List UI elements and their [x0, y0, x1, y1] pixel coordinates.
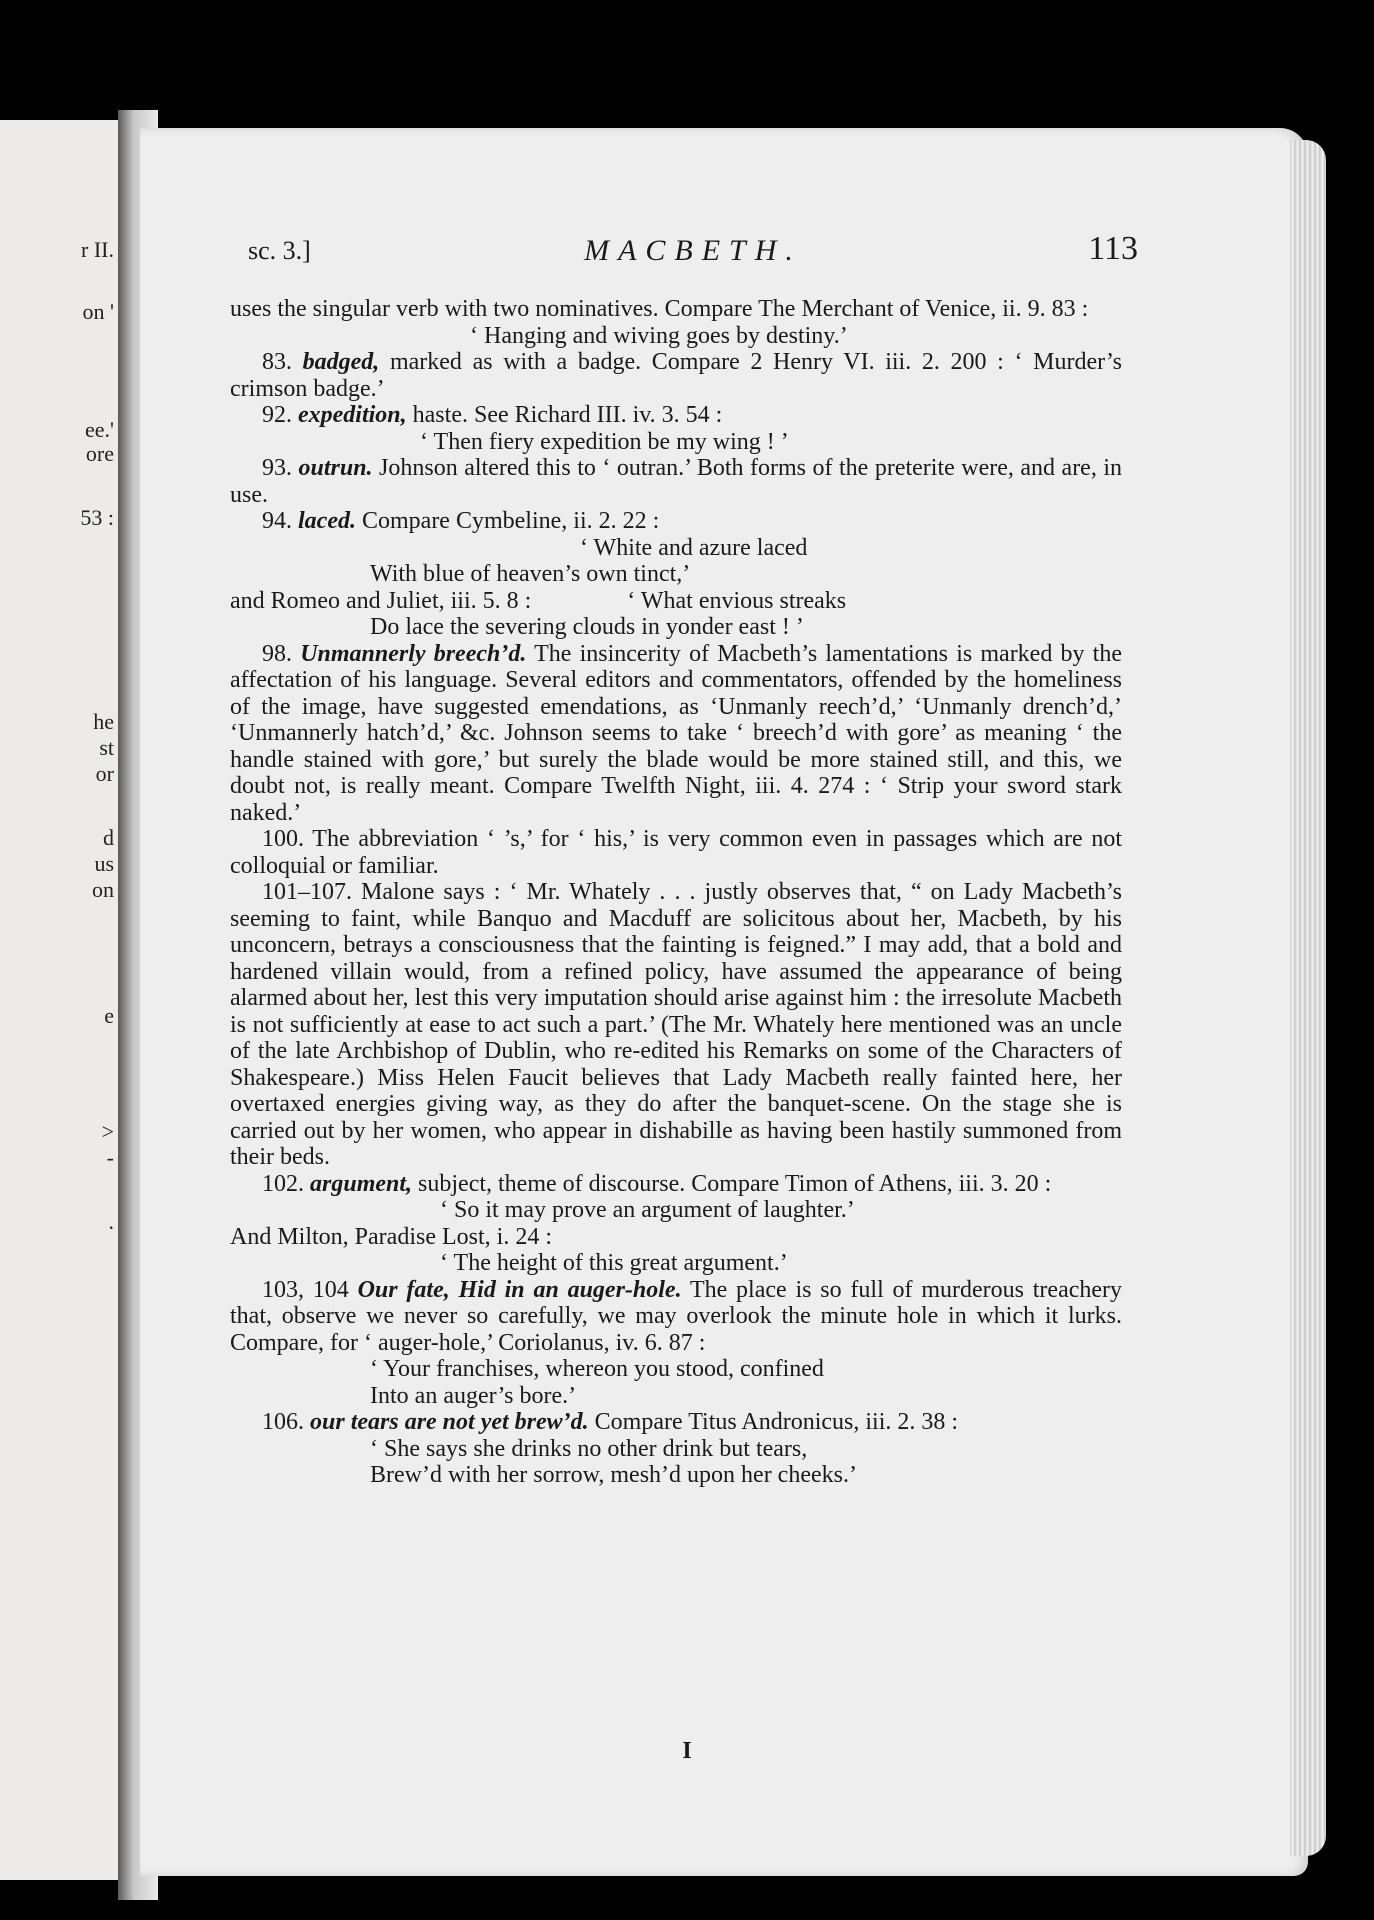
left-page-fragment: d	[103, 825, 114, 850]
page-number: 113	[1088, 230, 1138, 267]
left-page-fragment: or	[95, 761, 114, 786]
left-page-fragment: r II.	[81, 237, 114, 262]
note-paragraph	[230, 349, 1122, 402]
lemma: badged,	[302, 349, 380, 375]
note-paragraph	[230, 1171, 1122, 1198]
left-page-fragment: e	[104, 1003, 114, 1028]
text-line: uses the singular verb with two nominatives. Compare The Merchant of Venice, ii. 9. 83 :	[230, 296, 1089, 322]
quotation-line: ‘ She says she drinks no other drink but tears,	[370, 1435, 808, 1462]
quotation-line: Do lace the severing clouds in yonder east ! ’	[370, 614, 804, 640]
line-number: 94.	[262, 508, 292, 534]
section-label: sc. 3.]	[248, 236, 311, 265]
note-paragraph	[230, 402, 1122, 429]
commentary-notes	[230, 296, 1122, 1489]
quotation-line: ‘ Then fiery expedition be my wing ! ’	[420, 428, 789, 455]
note-paragraph	[230, 1277, 1122, 1357]
lemma: Unmannerly breech’d.	[300, 640, 527, 667]
quotation-line: ‘ So it may prove an argument of laughter.’	[440, 1197, 855, 1223]
note-paragraph	[230, 641, 1122, 827]
line-number: 93.	[262, 455, 292, 481]
text-line: and Romeo and Juliet, iii. 5. 8 : ‘ What envious streaks	[230, 587, 847, 614]
note-text: Johnson altered this to ‘ outran.’ Both forms of the preterite were, and are, in use.	[230, 455, 1122, 508]
quotation-line: ‘ Hanging and wiving goes by destiny.’	[470, 322, 848, 349]
page-title: MACBETH.	[584, 234, 802, 267]
left-facing-page	[0, 120, 120, 1880]
left-page-fragment: >	[101, 1119, 114, 1144]
lemma: expedition,	[298, 402, 407, 428]
left-page-fragment: -	[106, 1145, 114, 1170]
left-page-fragment: he	[93, 709, 114, 734]
line-number: 83.	[262, 349, 292, 375]
lemma: argument,	[310, 1170, 413, 1197]
lemma: our tears are not yet brew’d.	[310, 1409, 589, 1435]
text-line: And Milton, Paradise Lost, i. 24 :	[230, 1223, 552, 1250]
lemma: Our fate, Hid in an auger-hole.	[357, 1276, 682, 1303]
running-head	[248, 230, 1138, 278]
note-paragraph	[230, 826, 1122, 879]
signature-mark: I	[682, 1738, 692, 1764]
note-paragraph	[230, 879, 1122, 1171]
note-text: Compare Titus Andronicus, iii. 2. 38 :	[588, 1409, 959, 1435]
line-number: 101–107.	[262, 879, 352, 905]
line-number: 106.	[262, 1409, 304, 1435]
left-page-fragment: on '	[82, 299, 114, 324]
page-edge	[1290, 140, 1326, 1856]
line-number: 100.	[262, 826, 304, 852]
left-page-fragment: ee.'	[85, 417, 114, 442]
note-text: haste. See Richard III. iv. 3. 54 :	[406, 402, 723, 428]
note-text: subject, theme of discourse. Compare Timon of Athens, iii. 3. 20 :	[412, 1170, 1052, 1197]
left-page-fragment: on	[92, 877, 114, 902]
note-text: Malone says : ‘ Mr. Whately . . . justly observes that, “ on Lady Macbeth’s seeming to faint, while Banquo and Macduff are solicitous about her, Macbeth, by his unconcern, betrays a consciousness that the fainting is feigned.” I may add, that a bold and hardened villain would, from a refined policy, have assumed the appearance of being alarmed about her, lest this very imputation should arise against him : the irresolute Macbeth is not sufficiently at ease to act such a part.’ (The Mr. Whately here mentioned was an uncle of the late Archbishop of Dublin, who re-edited his Remarks on some of the Characters of Shakespeare.) Miss Helen Faucit believes that Lady Macbeth really fainted here, her overtaxed energies giving way, as they do after the banquet-scene. On the stage she is carried out by her women, who appear in dishabille as having been hastily summoned from their beds.	[230, 879, 1122, 1170]
note-text: The insincerity of Macbeth’s lamentations is marked by the affectation of his language. Several editors and commentators, offended by the homeliness of the image, have suggested emendations, as ‘Unmanly reech’d,’ ‘Unmanly drench’d,’ ‘Unmannerly hatch’d,’ &c. Johnson seems to take ‘ breech’d with gore’ as meaning ‘ the handle stained with gore,’ but surely the blade would be more stained still, and this, we doubt not, is really meant. Compare Twelfth Night, iii. 4. 274 : ‘ Strip your sword stark naked.’	[230, 640, 1123, 826]
line-number: 102.	[262, 1170, 304, 1197]
note-text: The abbreviation ‘ ’s,’ for ‘ his,’ is very common even in passages which are not colloquial or familiar.	[230, 826, 1122, 879]
line-number: 103, 104	[262, 1276, 349, 1303]
note-text: Compare Cymbeline, ii. 2. 22 :	[355, 508, 660, 534]
line-number: 92.	[262, 402, 292, 428]
note-text: marked as with a badge. Compare 2 Henry VI. iii. 2. 200 : ‘ Murder’s crimson badge.’	[230, 349, 1122, 402]
lemma: laced.	[298, 508, 356, 534]
quotation-line: ‘ The height of this great argument.’	[440, 1250, 788, 1276]
note-paragraph	[230, 1409, 1122, 1436]
note-text: The place is so full of murderous treachery that, observe we never so carefully, we may overlook the minute hole in which it lurks. Compare, for ‘ auger-hole,’ Coriolanus, iv. 6. 87 :	[230, 1276, 1123, 1356]
quotation-line: Brew’d with her sorrow, mesh’d upon her cheeks.’	[370, 1462, 857, 1488]
note-paragraph	[230, 508, 1122, 535]
lemma: outrun.	[298, 455, 373, 481]
left-page-fragment: st	[99, 735, 114, 760]
quotation-line: ‘ White and azure laced	[580, 534, 808, 561]
quotation-line: ‘ Your franchises, whereon you stood, confined	[370, 1356, 824, 1382]
note-paragraph	[230, 455, 1122, 508]
quotation-line: Into an auger’s bore.’	[370, 1382, 577, 1409]
line-number: 98.	[262, 640, 292, 667]
quotation-line: With blue of heaven’s own tinct,’	[370, 561, 691, 587]
left-page-fragment: .	[108, 1209, 114, 1234]
left-page-fragment: 53 :	[80, 505, 114, 530]
left-page-fragment: us	[94, 851, 114, 876]
left-page-fragment: ore	[85, 441, 114, 466]
